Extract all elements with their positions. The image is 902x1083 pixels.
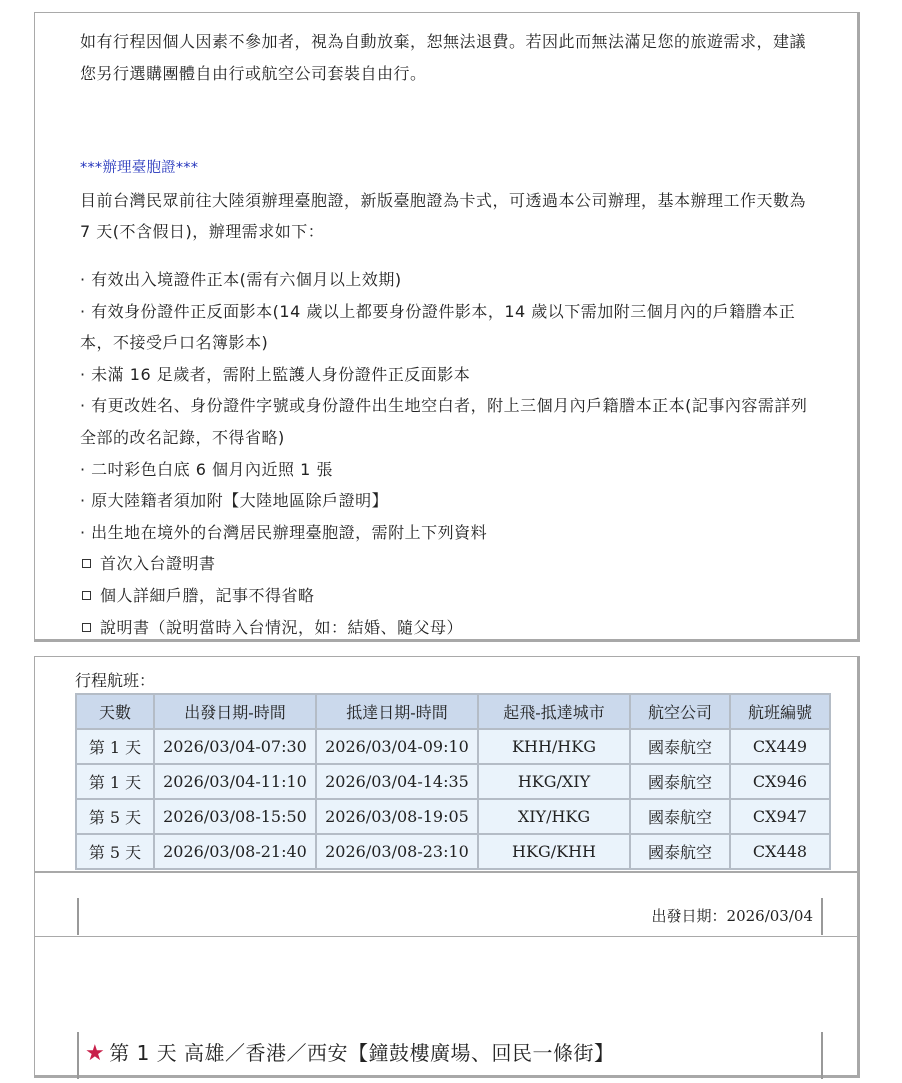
cell-arrive: 2026/03/04-14:35 xyxy=(316,764,478,799)
day1-title xyxy=(85,1037,615,1066)
departure-date: 出發日期：2026/03/04 xyxy=(651,907,813,925)
cell-airline: 國泰航空 xyxy=(630,799,730,834)
col-header-airline: 航空公司 xyxy=(630,694,730,729)
cell-flight-no: CX946 xyxy=(730,764,830,799)
flights-label: 行程航班： xyxy=(75,671,156,690)
visa-intro-text: 目前台灣民眾前往大陸須辦理臺胞證，新版臺胞證為卡式，可透過本公司辦理，基本辦理工作天數為 7 天(不含假日)，辦理需求如下： xyxy=(80,190,807,242)
checklist-item xyxy=(80,548,820,580)
requirement-item: · 有更改姓名、身份證件字號或身份證件出生地空白者，附上三個月內戶籍謄本正本(記事內容需詳列全部的改名記錄，不得省略) xyxy=(80,396,808,447)
cell-route: XIY/HKG xyxy=(478,799,630,834)
col-header-route: 起飛-抵達城市 xyxy=(478,694,630,729)
day1-panel xyxy=(34,936,860,1078)
col-header-flight-no: 航班編號 xyxy=(730,694,830,729)
table-row xyxy=(76,834,830,869)
cell-airline: 國泰航空 xyxy=(630,764,730,799)
square-bullet-icon xyxy=(82,559,91,568)
requirement-item: · 出生地在境外的台灣居民辦理臺胞證，需附上下列資料 xyxy=(80,522,488,542)
requirements-list xyxy=(80,264,820,548)
checklist-item xyxy=(80,612,820,644)
checklist-item-text: 個人詳細戶謄，記事不得省略 xyxy=(100,585,315,605)
table-row xyxy=(76,764,830,799)
table-row xyxy=(76,799,830,834)
notes-panel xyxy=(34,12,860,642)
day1-title-text: 第 1 天 高雄／香港／西安【鐘鼓樓廣場、回民一條街】 xyxy=(109,1041,615,1065)
cell-airline: 國泰航空 xyxy=(630,729,730,764)
notes-content xyxy=(80,26,820,643)
checklist-item-text: 首次入台證明書 xyxy=(100,554,216,574)
cell-depart: 2026/03/08-15:50 xyxy=(154,799,316,834)
cell-flight-no: CX947 xyxy=(730,799,830,834)
checklist-item-text: 說明書（說明當時入台情況，如：結婚、隨父母） xyxy=(100,617,464,637)
requirement-item: · 未滿 16 足歲者，需附上監護人身份證件正反面影本 xyxy=(80,364,471,384)
table-row xyxy=(76,729,830,764)
cell-arrive: 2026/03/04-09:10 xyxy=(316,729,478,764)
checklist-item xyxy=(80,580,820,612)
cell-route: HKG/KHH xyxy=(478,834,630,869)
cancel-policy-text: 如有行程因個人因素不參加者，視為自動放棄，恕無法退費。若因此而無法滿足您的旅遊需求，建議您另行選購團體自由行或航空公司套裝自由行。 xyxy=(80,32,807,83)
square-bullet-icon xyxy=(82,591,91,600)
requirement-item: · 有效身份證件正反面影本(14 歲以上都要身份證件影本，14 歲以下需加附三個月內的戶籍謄本正本，不接受戶口名簿影本) xyxy=(80,301,796,353)
checklist xyxy=(80,548,820,643)
square-bullet-icon xyxy=(82,623,91,632)
visa-section-title: ***辦理臺胞證*** xyxy=(80,160,199,177)
flight-table xyxy=(75,693,831,870)
cell-depart: 2026/03/08-21:40 xyxy=(154,834,316,869)
departure-frame xyxy=(77,898,823,935)
col-header-depart: 出發日期-時間 xyxy=(154,694,316,729)
cell-arrive: 2026/03/08-19:05 xyxy=(316,799,478,834)
cell-route: HKG/XIY xyxy=(478,764,630,799)
requirement-item: · 有效出入境證件正本(需有六個月以上效期) xyxy=(80,269,402,289)
cell-depart: 2026/03/04-11:10 xyxy=(154,764,316,799)
flight-table-header-row xyxy=(76,694,830,729)
cell-route: KHH/HKG xyxy=(478,729,630,764)
day1-frame xyxy=(77,1032,823,1079)
col-header-day: 天數 xyxy=(76,694,154,729)
requirement-item: · 原大陸籍者須加附【大陸地區除戶證明】 xyxy=(80,491,389,511)
cell-airline: 國泰航空 xyxy=(630,834,730,869)
star-icon: ★ xyxy=(85,1041,106,1066)
cell-depart: 2026/03/04-07:30 xyxy=(154,729,316,764)
requirement-item: · 二吋彩色白底 6 個月內近照 1 張 xyxy=(80,459,333,479)
departure-panel xyxy=(34,872,860,940)
cell-day: 第 5 天 xyxy=(76,834,154,869)
cell-day: 第 1 天 xyxy=(76,729,154,764)
cell-arrive: 2026/03/08-23:10 xyxy=(316,834,478,869)
cell-day: 第 5 天 xyxy=(76,799,154,834)
flights-panel xyxy=(34,656,860,874)
cell-day: 第 1 天 xyxy=(76,764,154,799)
col-header-arrive: 抵達日期-時間 xyxy=(316,694,478,729)
cell-flight-no: CX449 xyxy=(730,729,830,764)
cell-flight-no: CX448 xyxy=(730,834,830,869)
